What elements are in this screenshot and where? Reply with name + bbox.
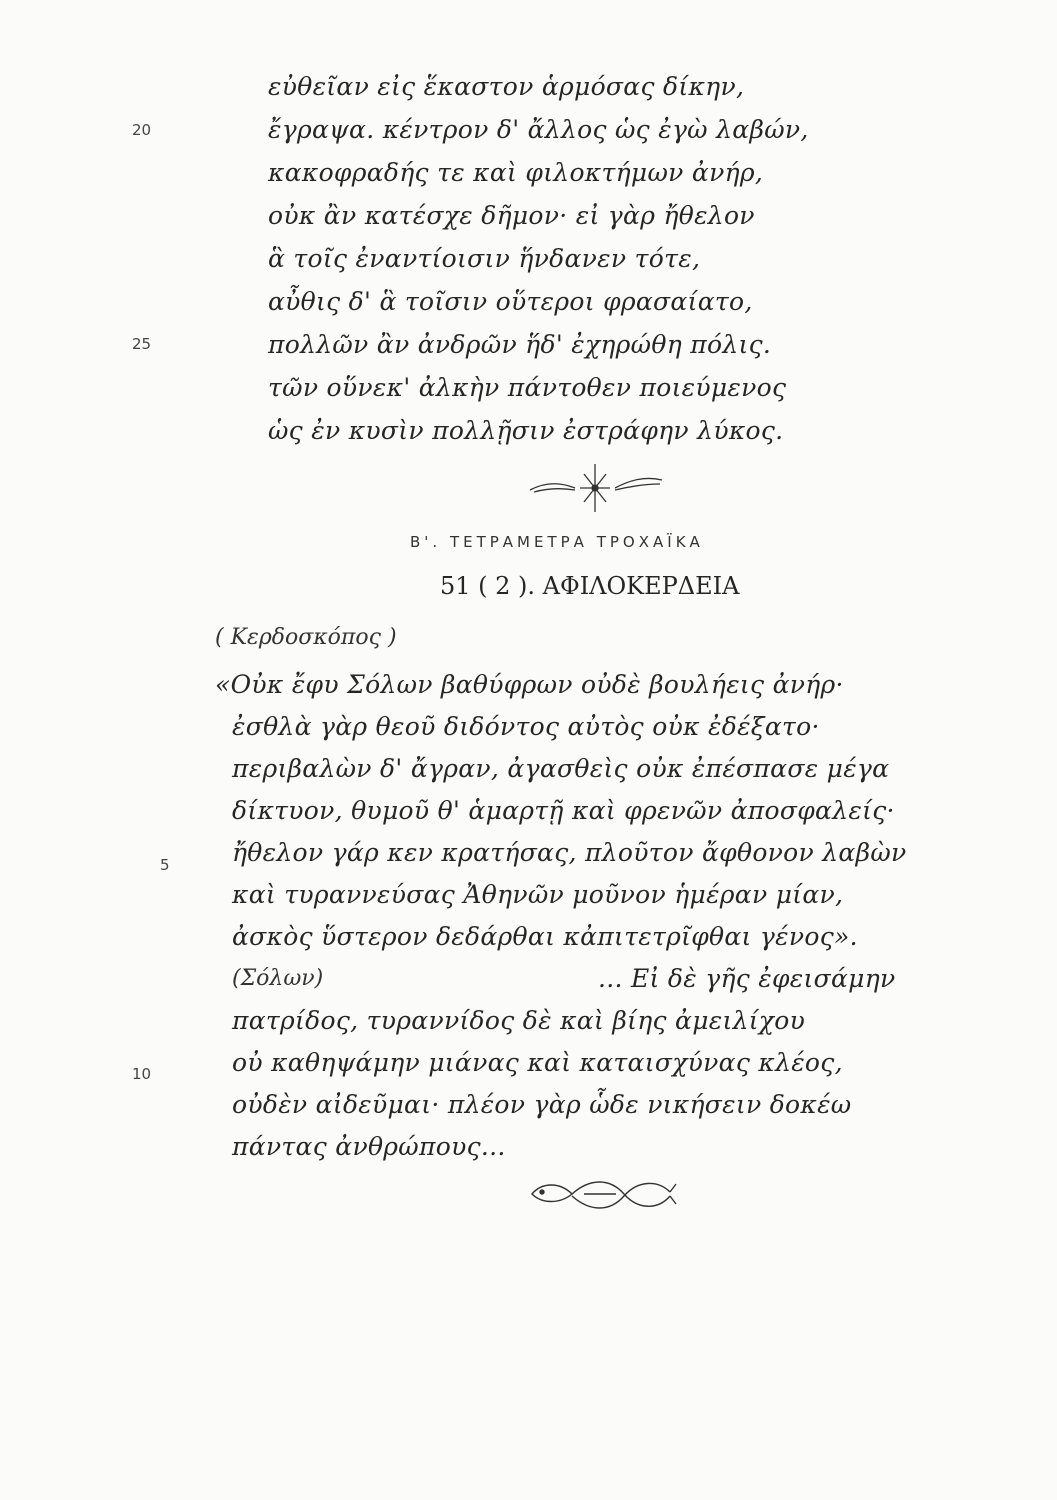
verse-line: αὖθις δ' ἃ τοῖσιν οὕτεροι φρασαίατο, bbox=[268, 287, 753, 316]
verse-line: πατρίδος, τυραννίδος δὲ καὶ βίης ἀμειλίχου bbox=[232, 1006, 806, 1035]
verse-line: οὐ καθηψάμην μιάνας καὶ καταισχύνας κλέος, bbox=[232, 1048, 843, 1077]
verse-line: οὐκ ἂν κατέσχε δῆμον· εἰ γὰρ ἤθελον bbox=[268, 201, 755, 230]
verse-line: ἀσκὸς ὕστερον δεδάρθαι κἀπιτετρῖφθαι γένος». bbox=[232, 922, 858, 951]
line-number-20: 20 bbox=[132, 121, 152, 139]
verse-line: καὶ τυραννεύσας Ἀθηνῶν μοῦνον ἡμέραν μίαν, bbox=[232, 880, 844, 909]
verse-line: πάντας ἀνθρώπους... bbox=[232, 1132, 506, 1161]
verse-line: ὡς ἐν κυσὶν πολλῇσιν ἐστράφην λύκος. bbox=[268, 416, 784, 445]
fish-ornament-icon bbox=[520, 1170, 680, 1220]
verse-line: πολλῶν ἂν ἀνδρῶν ἥδ' ἐχηρώθη πόλις. bbox=[268, 330, 772, 359]
verse-line: περιβαλὼν δ' ἄγραν, ἀγασθεὶς οὐκ ἐπέσπασε μέγα bbox=[232, 754, 890, 783]
verse-line: ἃ τοῖς ἐναντίοισιν ἥνδανεν τότε, bbox=[268, 244, 701, 273]
verse-line: κακοφραδής τε καὶ φιλοκτήμων ἀνήρ, bbox=[268, 158, 764, 187]
line-number-10: 10 bbox=[132, 1065, 152, 1083]
verse-line: τῶν οὕνεκ' ἀλκὴν πάντοθεν ποιεύμενος bbox=[268, 373, 787, 402]
verse-line: ἤθελον γάρ κεν κρατήσας, πλοῦτον ἄφθονον λαβὼν bbox=[232, 838, 907, 867]
section-heading: Β'. ΤΕΤΡΑΜΕΤΡΑ ΤΡΟΧΑΪΚΑ bbox=[410, 533, 704, 551]
poem-title: 51 ( 2 ). ΑΦΙΛΟΚΕΡΔΕΙΑ bbox=[440, 572, 740, 600]
speaker-label: ( Κερδοσκόπος ) bbox=[215, 625, 397, 650]
star-ornament-icon bbox=[520, 458, 670, 518]
verse-line: δίκτυον, θυμοῦ θ' ἁμαρτῇ καὶ φρενῶν ἀποσφαλείς· bbox=[232, 796, 895, 825]
line-number-25: 25 bbox=[132, 335, 152, 353]
verse-line: ... Εἰ δὲ γῆς ἐφεισάμην bbox=[598, 964, 896, 993]
verse-line: οὐδὲν αἰδεῦμαι· πλέον γὰρ ὧδε νικήσειν δοκέω bbox=[232, 1090, 852, 1119]
line-number-5: 5 bbox=[160, 856, 170, 874]
verse-line: ἔγραψα. κέντρον δ' ἄλλος ὡς ἐγὼ λαβών, bbox=[268, 115, 809, 144]
verse-line: ἐσθλὰ γὰρ θεοῦ διδόντος αὐτὸς οὐκ ἐδέξατο· bbox=[232, 712, 820, 741]
speaker-label: (Σόλων) bbox=[232, 966, 324, 991]
verse-line: «Οὐκ ἔφυ Σόλων βαθύφρων οὐδὲ βουλήεις ἀνήρ· bbox=[215, 670, 844, 699]
verse-line: εὐθεῖαν εἰς ἕκαστον ἁρμόσας δίκην, bbox=[268, 72, 745, 101]
